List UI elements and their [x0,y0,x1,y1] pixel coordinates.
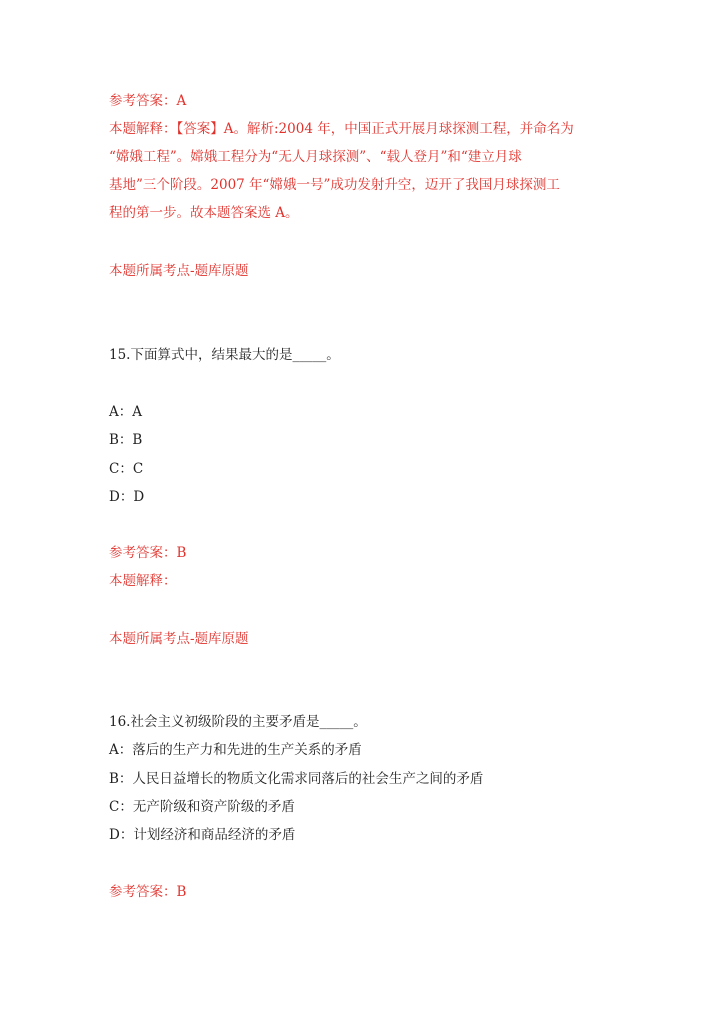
q14-answer: 参考答案：A [109,93,187,109]
q15-option-d: D：D [109,489,145,505]
q16-option-c: C：无产阶级和资产阶级的矛盾 [109,799,295,815]
q15-explanation: 本题解释： [109,573,177,589]
q16-option-a: A：落后的生产力和先进的生产关系的矛盾 [109,742,362,758]
q15-source: 本题所属考点-题库原题 [109,631,249,647]
q15-stem: 15.下面算式中，结果最大的是_____。 [109,347,340,363]
q15-option-c: C：C [109,461,144,477]
q15-option-a: A：A [109,404,142,420]
q14-explanation-line-4: 程的第一步。故本题答案选 A。 [109,205,299,221]
q14-explanation-line-3: 基地”三个阶段。2007 年“嫦娥一号”成功发射升空，迈开了我国月球探测工 [109,177,560,193]
q14-source: 本题所属考点-题库原题 [109,263,249,279]
q15-option-b: B：B [109,432,143,448]
q15-answer: 参考答案：B [109,545,187,561]
q16-stem: 16.社会主义初级阶段的主要矛盾是_____。 [109,714,367,730]
q16-option-b: B：人民日益增长的物质文化需求同落后的社会生产之间的矛盾 [109,771,484,787]
q16-option-d: D：计划经济和商品经济的矛盾 [109,827,296,843]
q14-explanation-line-1: 本题解释：【答案】A。解析:2004 年，中国正式开展月球探测工程，并命名为 [109,121,574,137]
q14-explanation-line-2: “嫦娥工程”。嫦娥工程分为“无人月球探测”、“载人登月”和“建立月球 [109,149,522,165]
q16-answer: 参考答案：B [109,884,187,900]
